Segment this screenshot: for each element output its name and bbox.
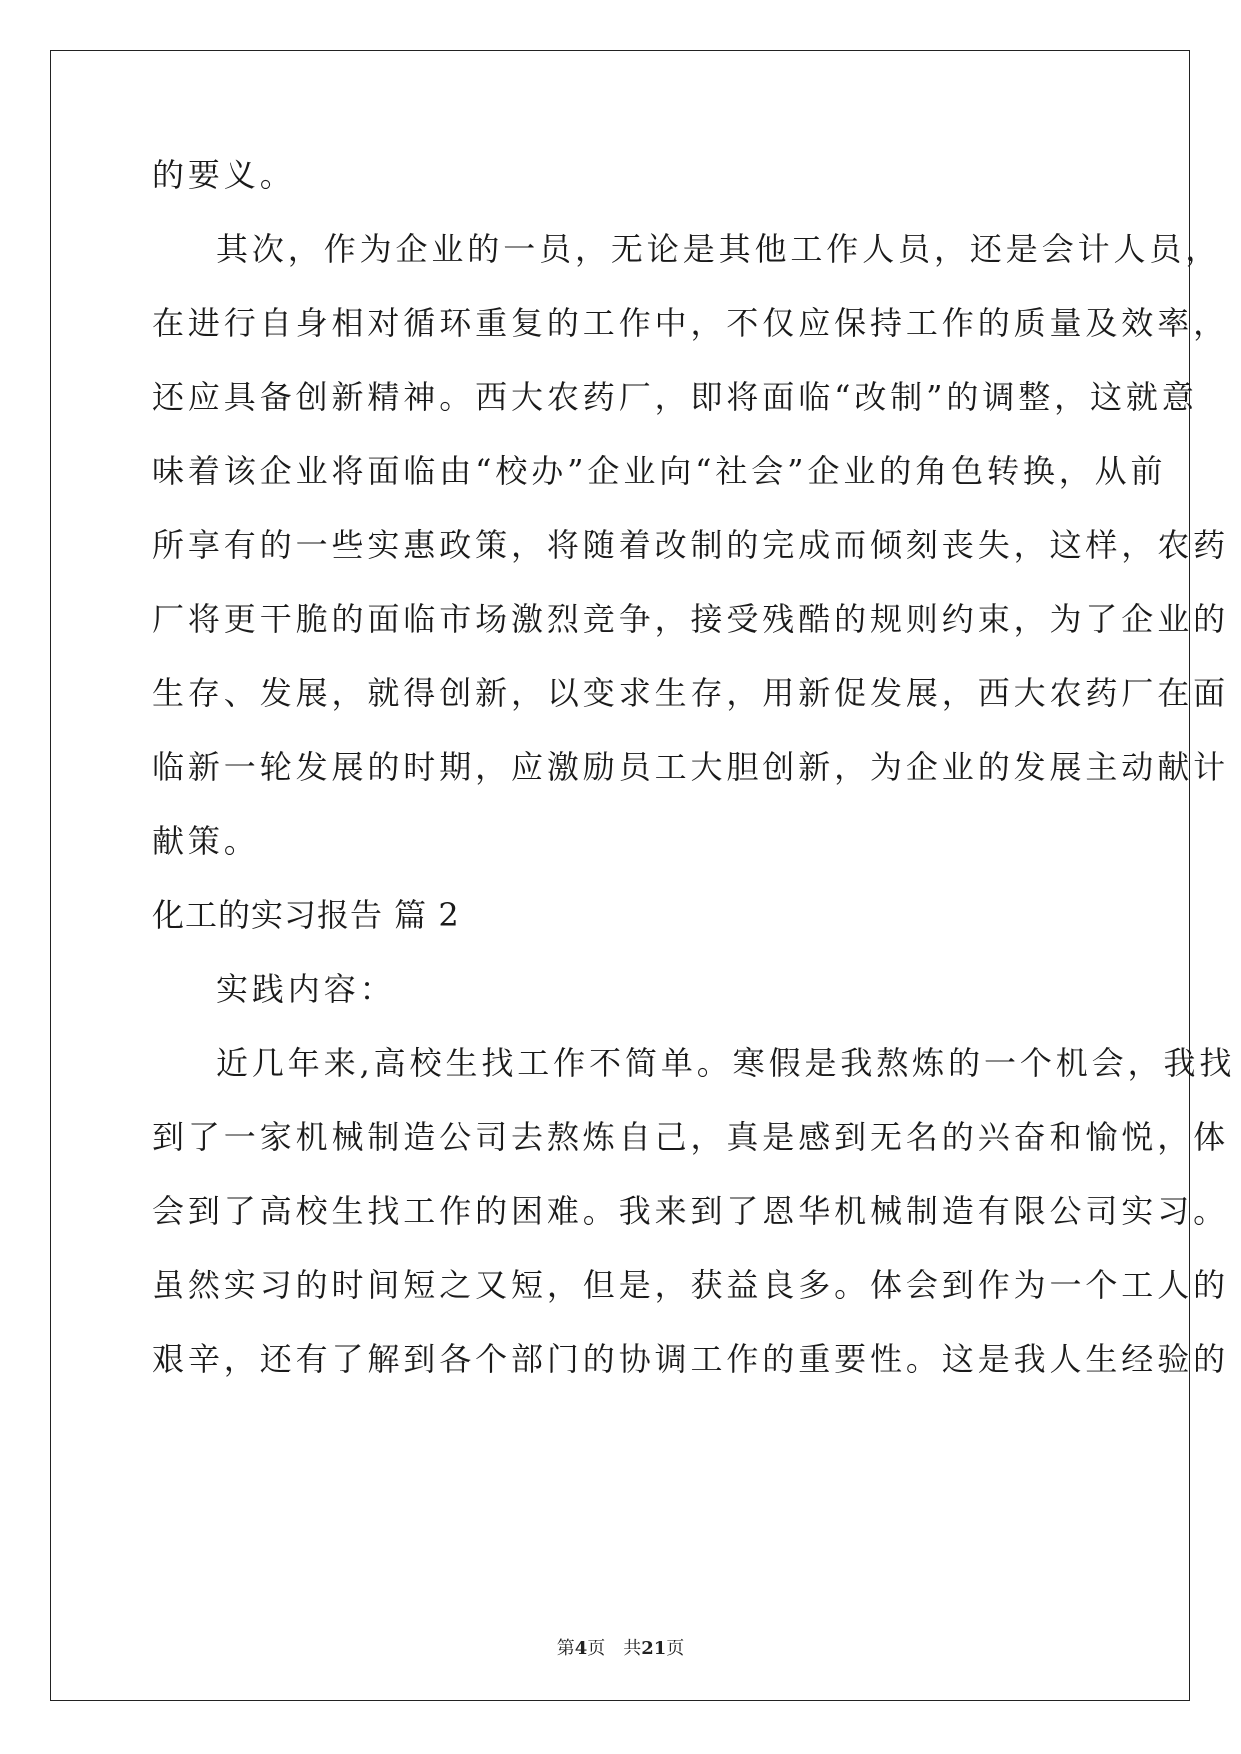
paragraph-line: 的要义。 bbox=[152, 156, 296, 194]
subheading: 实践内容： bbox=[216, 970, 396, 1008]
paragraph-line: 会到了高校生找工作的困难。我来到了恩华机械制造有限公司实习。 bbox=[152, 1192, 1230, 1230]
paragraph-line: 在进行自身相对循环重复的工作中，不仅应保持工作的质量及效率， bbox=[152, 304, 1230, 342]
page-frame bbox=[50, 50, 1190, 1701]
paragraph-line: 献策。 bbox=[152, 822, 260, 860]
paragraph-line: 厂将更干脆的面临市场激烈竞争，接受残酷的规则约束，为了企业的 bbox=[152, 600, 1230, 638]
page-total: 21 bbox=[641, 1638, 667, 1659]
paragraph-line: 所享有的一些实惠政策，将随着改制的完成而倾刻丧失，这样，农药 bbox=[152, 526, 1230, 564]
page-current: 4 bbox=[574, 1638, 588, 1659]
paragraph-line: 艰辛，还有了解到各个部门的协调工作的重要性。这是我人生经验的 bbox=[152, 1340, 1230, 1378]
paragraph-line: 到了一家机械制造公司去熬炼自己，真是感到无名的兴奋和愉悦，体 bbox=[152, 1118, 1230, 1156]
paragraph-line: 虽然实习的时间短之又短，但是，获益良多。体会到作为一个工人的 bbox=[152, 1266, 1230, 1304]
page-prefix: 第 bbox=[556, 1638, 575, 1659]
page-suffix: 页 bbox=[666, 1638, 685, 1659]
page-mid: 页 共 bbox=[587, 1638, 642, 1659]
paragraph-line: 临新一轮发展的时期，应激励员工大胆创新，为企业的发展主动献计 bbox=[152, 748, 1230, 786]
paragraph-line: 近几年来,高校生找工作不简单。寒假是我熬炼的一个机会，我找 bbox=[216, 1044, 1236, 1082]
paragraph-line: 还应具备创新精神。西大农药厂，即将面临“改制”的调整，这就意 bbox=[152, 378, 1198, 416]
paragraph-line: 其次，作为企业的一员，无论是其他工作人员，还是会计人员， bbox=[216, 230, 1222, 268]
page-footer bbox=[0, 1634, 1241, 1660]
paragraph-line: 味着该企业将面临由“校办”企业向“社会”企业的角色转换，从前 bbox=[152, 452, 1167, 490]
section-heading: 化工的实习报告 篇 2 bbox=[152, 896, 460, 934]
paragraph-line: 生存、发展，就得创新，以变求生存，用新促发展，西大农药厂在面 bbox=[152, 674, 1230, 712]
